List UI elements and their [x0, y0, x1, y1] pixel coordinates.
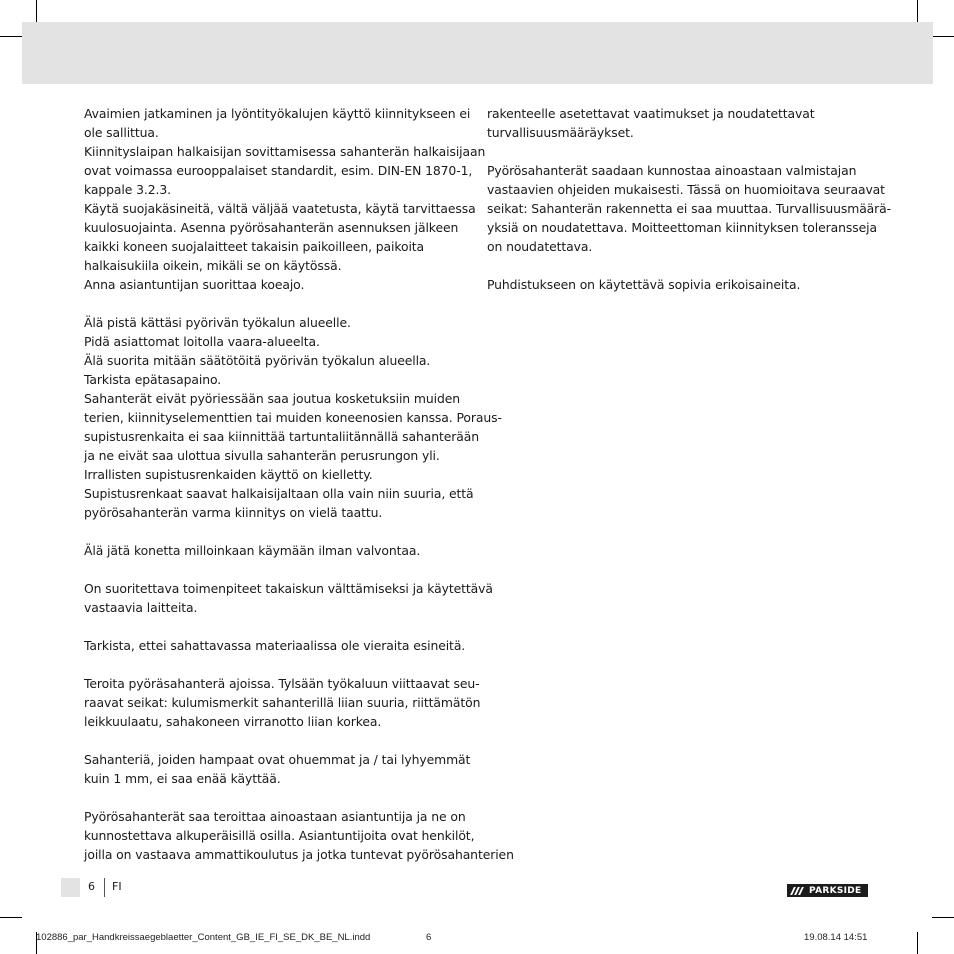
text-line: Kiinnityslaipan halkaisijan sovittamisessa sahanterän halkaisijaan — [84, 144, 486, 159]
text-line: kuulosuojainta. Asenna pyörösahanterän asennuksen jälkeen — [84, 220, 459, 235]
text-line: Käytä suojakäsineitä, vältä väljää vaatetusta, käytä tarvittaessa — [84, 201, 476, 216]
header-band — [22, 22, 933, 84]
text-line: Puhdistukseen on käytettävä sopivia erikoisaineita. — [487, 277, 801, 292]
text-line: yksiä on noudatettava. Moitteettoman kiinnityksen toleransseja — [487, 220, 877, 235]
text-line: rakenteelle asetettavat vaatimukset ja noudatettavat — [487, 106, 815, 121]
paragraph-gap — [84, 522, 476, 541]
text-line: pyörösahanterän varma kiinnitys on vielä taattu. — [84, 505, 383, 520]
crop-mark — [0, 917, 22, 918]
text-line: Älä jätä konetta milloinkaan käymään ilman valvontaa. — [84, 543, 421, 558]
text-line: supistusrenkaita ei saa kiinnittää tartuntaliitännällä sahanterään — [84, 429, 479, 444]
paragraph-gap — [84, 731, 476, 750]
text-line: kappale 3.2.3. — [84, 182, 171, 197]
page-number: 6 — [88, 880, 95, 893]
crop-mark — [932, 36, 954, 37]
logo-stripes-icon — [790, 884, 806, 897]
text-line: Pidä asiattomat loitolla vaara-alueelta. — [84, 334, 320, 349]
paragraph-gap — [84, 617, 476, 636]
text-line: Tarkista, ettei sahattavassa materiaalissa ole vieraita esineitä. — [84, 638, 466, 653]
crop-mark — [917, 932, 918, 954]
paragraph-gap — [487, 256, 879, 275]
left-text-column — [84, 104, 514, 864]
text-line: ja ne eivät saa ulottua sivulla sahanterän perusrungon yli. — [84, 448, 440, 463]
text-line: kaikki koneen suojalaitteet takaisin paikoilleen, paikoita — [84, 239, 425, 254]
crop-mark — [0, 36, 22, 37]
text-line: kunnostettava alkuperäisillä osilla. Asiantuntijoita ovat henkilöt, — [84, 828, 475, 843]
text-line: Sahanterät eivät pyöriessään saa joutua kosketuksiin muiden — [84, 391, 460, 406]
paragraph-gap — [84, 560, 476, 579]
parkside-logo — [787, 884, 868, 897]
text-line: On suoritettava toimenpiteet takaiskun välttämiseksi ja käytettävä — [84, 581, 493, 596]
text-line: halkaisukiila oikein, mikäli se on käytössä. — [84, 258, 342, 273]
text-line: Tarkista epätasapaino. — [84, 372, 222, 387]
text-line: Pyörösahanterät saadaan kunnostaa ainoastaan valmistajan — [487, 163, 857, 178]
text-line: Supistusrenkaat saavat halkaisijaltaan olla vain niin suuria, että — [84, 486, 474, 501]
page-tab-square — [61, 878, 80, 897]
text-line: ovat voimassa eurooppalaiset standardit, esim. DIN-EN 1870-1, — [84, 163, 473, 178]
paragraph-gap — [84, 294, 476, 313]
text-line: Teroita pyöräsahanterä ajoissa. Tylsään työkaluun viittaavat seu- — [84, 676, 480, 691]
text-line: vastaavia laitteita. — [84, 600, 198, 615]
text-line: seikat: Sahanterän rakennetta ei saa muuttaa. Turvallisuusmäärä- — [487, 201, 892, 216]
crop-mark — [917, 0, 918, 22]
text-line: Älä suorita mitään säätötöitä pyörivän työkalun alueella. — [84, 353, 431, 368]
paragraph-gap — [84, 655, 476, 674]
text-line: leikkuulaatu, sahakoneen virranotto liian korkea. — [84, 714, 382, 729]
brand-name: PARKSIDE — [809, 885, 862, 896]
paragraph-gap — [84, 788, 476, 807]
text-line: on noudatettava. — [487, 239, 593, 254]
text-line: Anna asiantuntijan suorittaa koeajo. — [84, 277, 305, 292]
text-line: Pyörösahanterät saa teroittaa ainoastaan asiantuntija ja ne on — [84, 809, 466, 824]
language-code: FI — [112, 880, 122, 893]
text-line: ole sallittua. — [84, 125, 159, 140]
footer-divider — [104, 878, 105, 897]
slug-filename: 102886_par_Handkreissaegeblaetter_Content_GB_IE_FI_SE_DK_BE_NL.indd — [36, 932, 371, 943]
text-line: Sahanteriä, joiden hampaat ovat ohuemmat ja / tai lyhyemmät — [84, 752, 471, 767]
text-line: raavat seikat: kulumismerkit sahanterillä liian suuria, riittämätön — [84, 695, 481, 710]
slug-date: 19.08.14 14:51 — [804, 932, 868, 943]
crop-mark — [36, 0, 37, 22]
slug-page: 6 — [426, 932, 432, 943]
text-line: joilla on vastaava ammattikoulutus ja jotka tuntevat pyörösahanterien — [84, 847, 514, 862]
text-line: vastaavien ohjeiden mukaisesti. Tässä on huomioitava seuraavat — [487, 182, 885, 197]
right-text-column — [487, 104, 892, 294]
text-line: Avaimien jatkaminen ja lyöntityökalujen käyttö kiinnitykseen ei — [84, 106, 471, 121]
text-line: Irrallisten supistusrenkaiden käyttö on kielletty. — [84, 467, 373, 482]
crop-mark — [932, 917, 954, 918]
text-line: terien, kiinnityselementtien tai muiden koneenosien kanssa. Poraus- — [84, 410, 502, 425]
text-line: turvallisuusmääräykset. — [487, 125, 634, 140]
paragraph-gap — [487, 142, 879, 161]
text-line: kuin 1 mm, ei saa enää käyttää. — [84, 771, 281, 786]
text-line: Älä pistä kättäsi pyörivän työkalun alueelle. — [84, 315, 351, 330]
